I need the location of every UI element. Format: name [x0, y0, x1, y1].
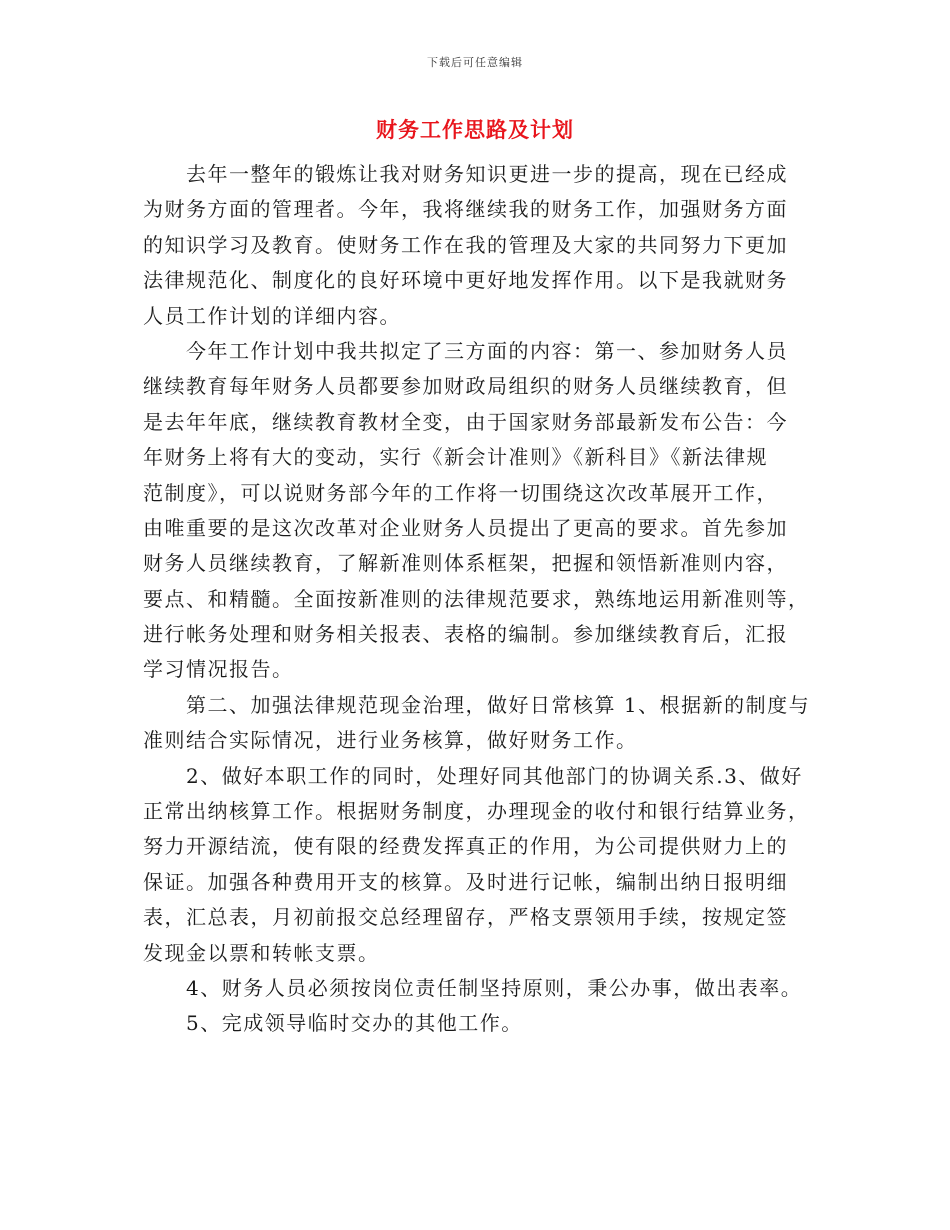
body-line: 的知识学习及教育。使财务工作在我的管理及大家的共同努力下更加 — [143, 232, 788, 257]
body-line: 人员工作计划的详细内容。 — [143, 303, 401, 328]
body-line: 去年一整年的锻炼让我对财务知识更进一步的提高，现在已经成 — [143, 162, 788, 186]
body-line: 继续教育每年财务人员都要参加财政局组织的财务人员继续教育，但 — [143, 374, 788, 399]
body-line: 年财务上将有大的变动，实行《新会计准则》《新科目》《新法律规 — [143, 445, 768, 470]
body-line: 保证。加强各种费用开支的核算。及时进行记帐，编制出纳日报明细 — [143, 869, 788, 894]
body-line: 发现金以票和转帐支票。 — [143, 940, 380, 965]
body-line: 为财务方面的管理者。今年，我将继续我的财务工作，加强财务方面 — [143, 197, 788, 222]
header-note: 下载后可任意编辑 — [427, 56, 523, 69]
body-line: 由唯重要的是这次改革对企业财务人员提出了更高的要求。首先参加 — [143, 515, 788, 540]
body-line: 努力开源结流，使有限的经费发挥真正的作用，为公司提供财力上的 — [143, 834, 788, 859]
body-line: 范制度》，可以说财务部今年的工作将一切围绕这次改革展开工作， — [143, 480, 778, 505]
body-line: 学习情况报告。 — [143, 657, 294, 682]
body-line: 准则结合实际情况，进行业务核算，做好财务工作。 — [143, 728, 638, 753]
body-line: 法律规范化、制度化的良好环境中更好地发挥作用。以下是我就财务 — [143, 268, 788, 293]
body-line: 是去年年底，继续教育教材全变，由于国家财务部最新发布公告：今 — [143, 409, 788, 434]
body-line: 进行帐务处理和财务相关报表、表格的编制。参加继续教育后，汇报 — [143, 622, 788, 647]
body-line: 表，汇总表，月初前报交总经理留存，严格支票领用手续，按规定签 — [143, 905, 788, 930]
body-line: 要点、和精髓。全面按新准则的法律规范要求，熟练地运用新准则等， — [143, 586, 810, 611]
body-line: 今年工作计划中我共拟定了三方面的内容：第一、参加财务人员 — [143, 338, 788, 363]
body-line: 4、财务人员必须按岗位责任制坚持原则，秉公办事，做出表率。 — [143, 975, 803, 1000]
body-line: 2、做好本职工作的同时，处理好同其他部门的协调关系.3、做好 — [143, 763, 803, 788]
body-line: 正常出纳核算工作。根据财务制度，办理现金的收付和银行结算业务， — [143, 799, 810, 824]
body-line: 财务人员继续教育，了解新准则体系框架，把握和领悟新准则内容， — [143, 551, 788, 576]
document-title: 财务工作思路及计划 — [376, 117, 574, 142]
body-line: 5、完成领导临时交办的其他工作。 — [143, 1011, 523, 1036]
document-body — [143, 157, 811, 1042]
body-line: 第二、加强法律规范现金治理，做好日常核算 1、根据新的制度与 — [143, 692, 811, 717]
